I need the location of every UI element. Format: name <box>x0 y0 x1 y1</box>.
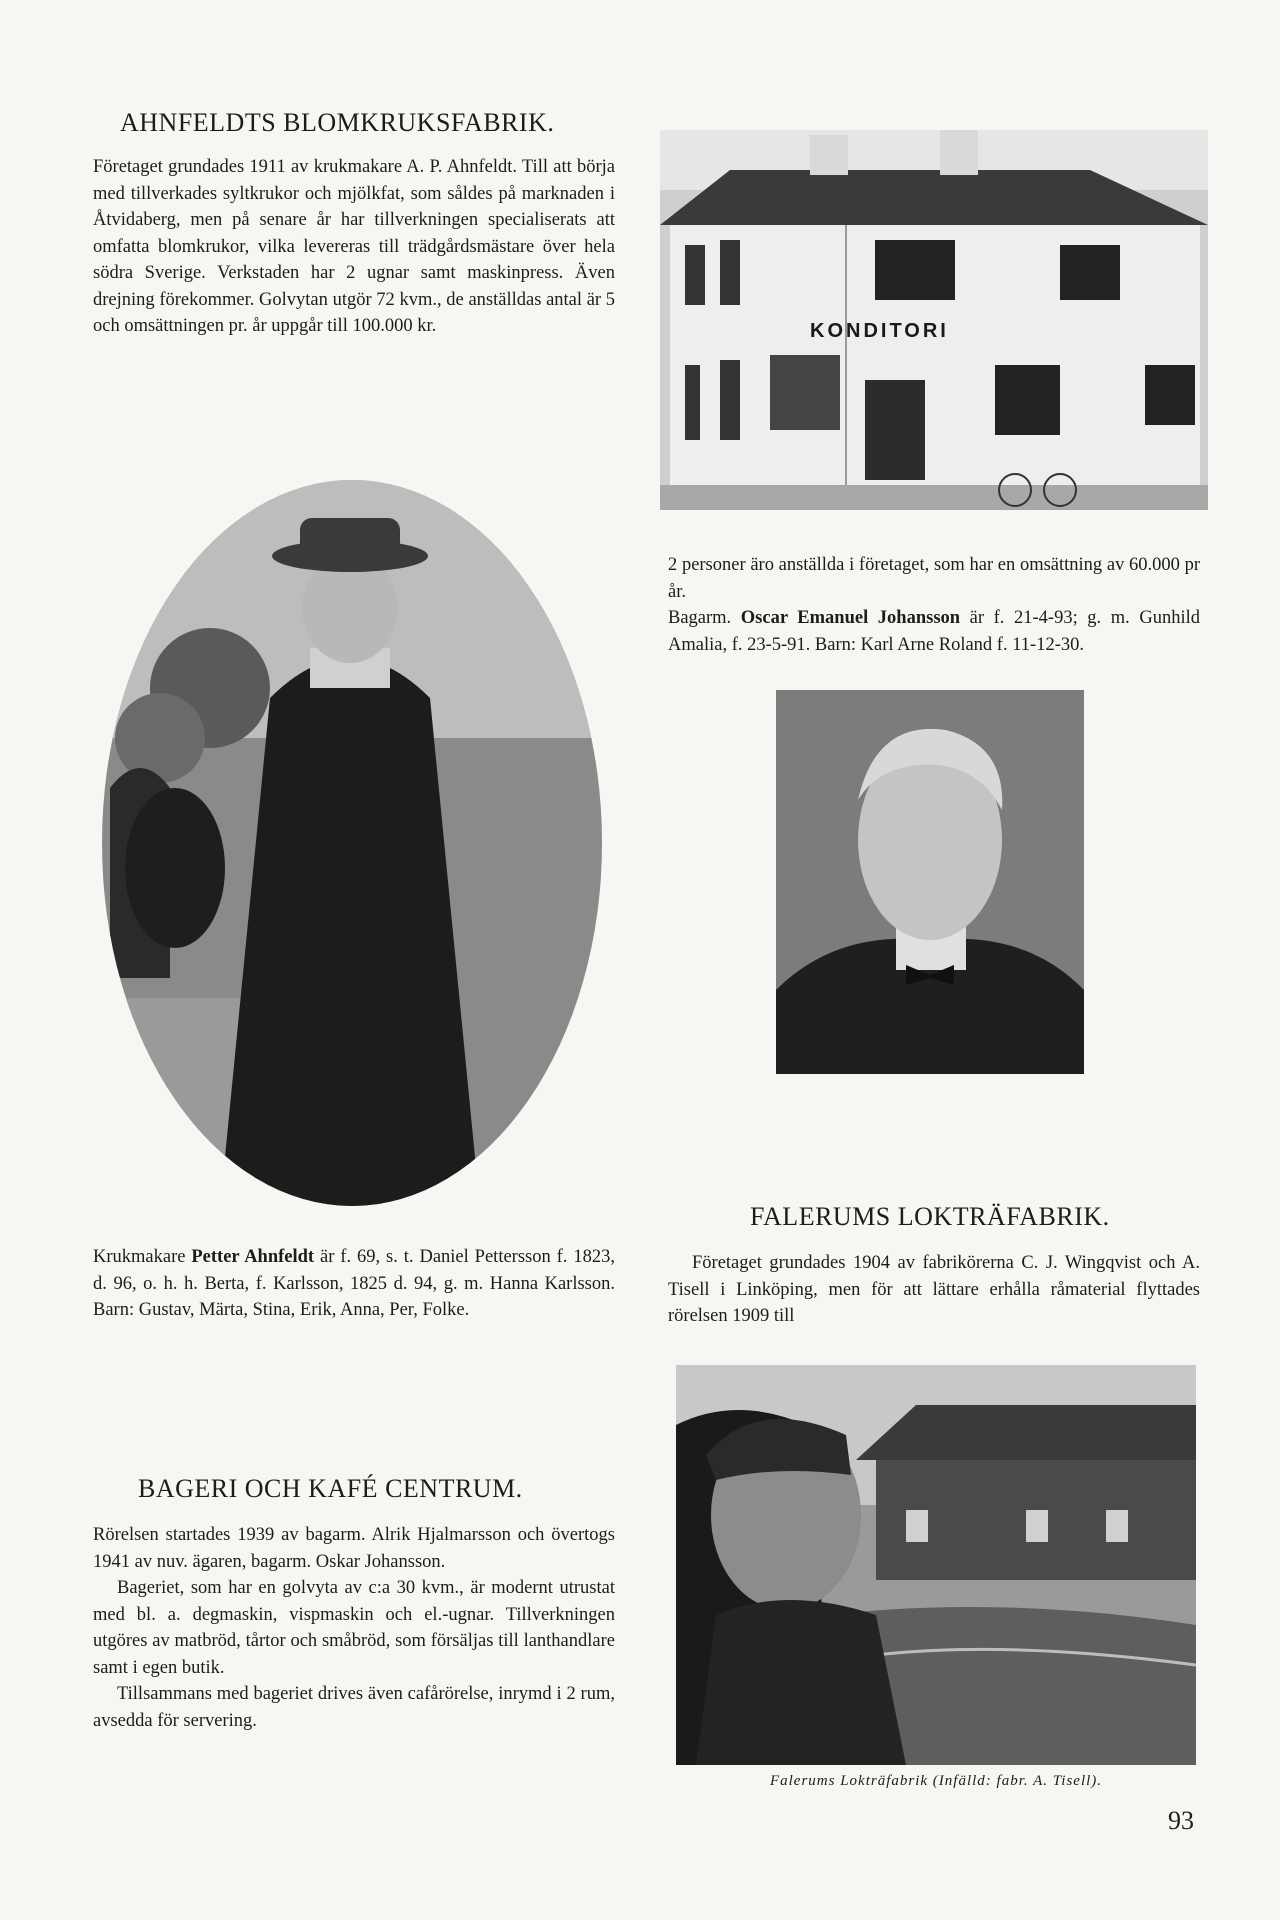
falerum-article <box>668 1250 1200 1330</box>
ahnfeldt-article <box>93 154 615 340</box>
falerum-photo-caption: Falerums Lokträfabrik (Infälld: fabr. A. Tisell). <box>769 1773 1103 1789</box>
ahnfeldt-caption-pre: Krukmakare <box>93 1247 192 1267</box>
portrait-illustration <box>100 478 605 1208</box>
centrum-p1: Rörelsen startades 1939 av bagarm. Alrik Hjalmarsson och övertogs 1941 av nuv. ägaren, bagarm. Oskar Johansson. <box>93 1525 615 1572</box>
ahnfeldt-body: Företaget grundades 1911 av krukmakare A. P. Ahnfeldt. Till att börja med tillverkades syltkrukor och mjölkfat, som såldes på marknaden i Åtvidaberg, men på senare år har tillverkningen specialiserats att omfatta blomkrukor, vilka levereras till trädgårdsmästare över hela södra Sverige. Verkstaden har 2 ugnar samt maskinpress. Även drejning förekommer. Golvytan utgör 72 kvm., de anställdas antal är 5 och omsättningen pr. år uppgår till 100.000 kr. <box>93 157 615 336</box>
centrum-staff-p1: 2 personer äro anställda i företaget, som har en omsättning av 60.000 pr år. <box>668 555 1200 602</box>
heading-falerum: FALERUMS LOKTRÄFABRIK. <box>750 1202 1110 1231</box>
heading-centrum: BAGERI OCH KAFÉ CENTRUM. <box>138 1474 523 1503</box>
centrum-p2: Bageriet, som har en golvyta av c:a 30 kvm., är modernt utrustat med bl. a. degmaskin, vispmaskin och el.-ugnar. Tillverkningen utgöres av matbröd, tårtor och småbröd, som försäljas till lanthandlare samt i egen butik. <box>93 1578 615 1678</box>
centrum-article <box>93 1522 615 1734</box>
falerum-body: Företaget grundades 1904 av fabrikörerna C. J. Wingqvist och A. Tisell i Linköping, men för att lättare erhålla råmaterial flyttades rörelsen 1909 till <box>668 1253 1200 1326</box>
ahnfeldt-caption <box>93 1244 615 1324</box>
oscar-johansson-name: Oscar Emanuel Johansson <box>740 608 961 628</box>
centrum-staff-p2-pre: Bagarm. <box>668 608 741 628</box>
konditori-sign: KONDITORI <box>810 320 949 342</box>
ahnfeldt-caption-post: är f. 69, s. t. Daniel Pettersson f. 1823, d. 96, o. h. h. Berta, f. Karlsson, 1825 d. 94, g. m. Hanna Karlsson. Barn: Gustav, Märta, Stina, Erik, Anna, Per, Folke. <box>93 1247 615 1320</box>
petter-ahnfeldt-name: Petter Ahnfeldt <box>191 1247 315 1267</box>
oscar-johansson-portrait <box>776 690 1084 1074</box>
building-illustration <box>660 130 1208 510</box>
heading-ahnfeldt: AHNFELDTS BLOMKRUKSFABRIK. <box>120 108 555 137</box>
petter-ahnfeldt-portrait <box>100 478 605 1208</box>
young-man-illustration <box>776 690 1084 1074</box>
centrum-staff-text <box>668 552 1200 658</box>
centrum-p3: Tillsammans med bageriet drives även cafårörelse, inrymd i 2 rum, avsedda för servering. <box>93 1684 615 1731</box>
centrum-staff-p2 <box>668 605 1200 658</box>
falerum-factory-photo <box>676 1365 1196 1765</box>
factory-illustration <box>676 1365 1196 1765</box>
page-number: 93 <box>1168 1806 1194 1835</box>
ahnfeldt-caption-text <box>93 1244 615 1324</box>
centrum-staff-p2-post: är f. 21-4-93; g. m. Gunhild Amalia, f. 23-5-91. Barn: Karl Arne Roland f. 11-12-30. <box>668 608 1200 655</box>
bakery-building-photo <box>660 130 1208 510</box>
